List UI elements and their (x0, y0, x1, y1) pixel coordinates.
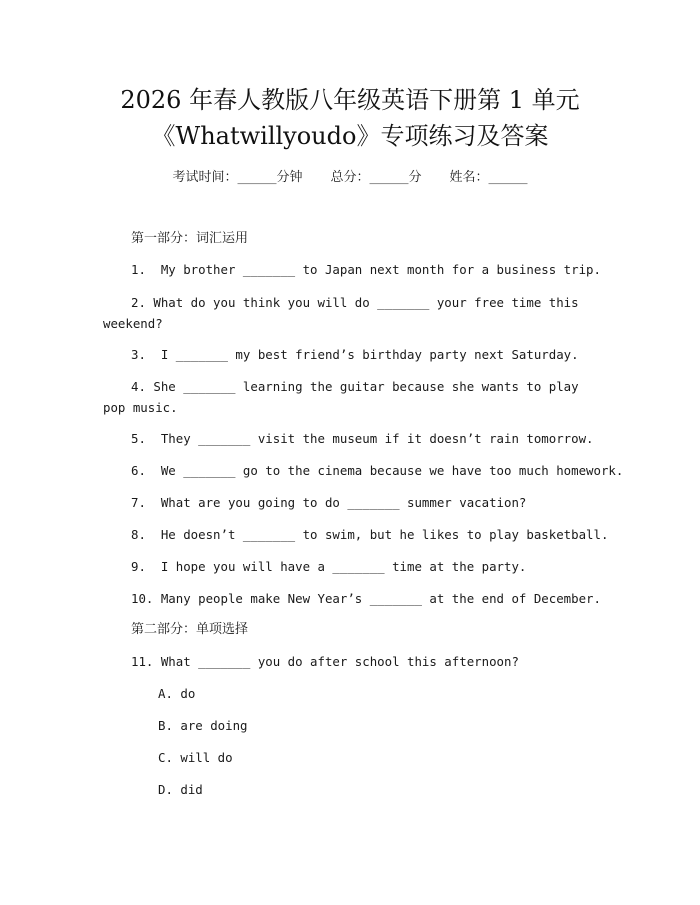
exam-total-score: 总分：______分 (330, 170, 422, 185)
document-title-line-2: 《Whatwillyoudo》专项练习及答案 (151, 122, 549, 150)
question-4: 4. She _______ learning the guitar because she wants to play pop music. (103, 379, 579, 415)
exam-name: 姓名：______ (449, 170, 528, 185)
exam-meta (0, 168, 700, 188)
question-11-option-c: C. will do (158, 750, 233, 765)
question-3: 3. I _______ my best friend’s birthday party next Saturday. (131, 347, 579, 362)
question-11: 11. What _______ you do after school this afternoon? (131, 654, 519, 669)
question-1: 1. My brother _______ to Japan next month for a business trip. (131, 262, 601, 277)
exam-time: 考试时间：______分钟 (172, 170, 303, 185)
question-8: 8. He doesn’t _______ to swim, but he likes to play basketball. (131, 527, 609, 542)
question-10: 10. Many people make New Year’s _______ at the end of December. (131, 591, 601, 606)
question-11-option-b: B. are doing (158, 718, 248, 733)
question-6: 6. We _______ go to the cinema because we have too much homework. (131, 463, 624, 478)
question-11-option-d: D. did (158, 782, 203, 797)
question-11-option-a: A. do (158, 686, 196, 701)
part2-heading: 第二部分：单项选择 (131, 622, 249, 637)
document-title-line-1: 2026 年春人教版八年级英语下册第 1 单元 (120, 86, 580, 114)
part1-heading: 第一部分：词汇运用 (131, 231, 249, 246)
question-9: 9. I hope you will have a _______ time at the party. (131, 559, 527, 574)
question-2: 2. What do you think you will do _______ your free time this weekend? (103, 295, 579, 331)
question-5: 5. They _______ visit the museum if it doesn’t rain tomorrow. (131, 431, 594, 446)
question-7: 7. What are you going to do _______ summer vacation? (131, 495, 527, 510)
